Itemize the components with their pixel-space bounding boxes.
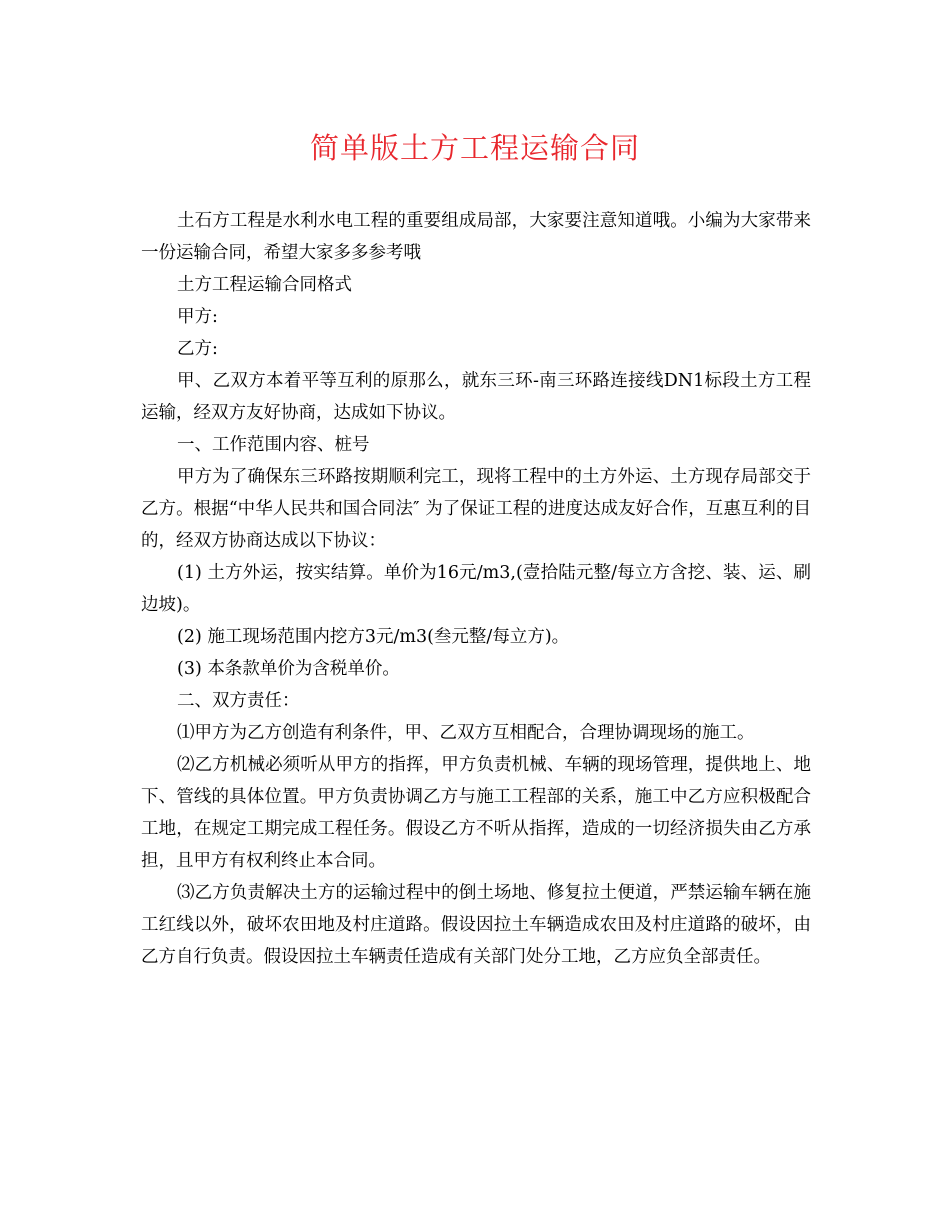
- party-b-line: 乙方:: [177, 339, 218, 359]
- intro-paragraph: 土石方工程是水利水电工程的重要组成局部，大家要注意知道哦。小编为大家带来一份运输合同，希望大家多多参考哦: [141, 211, 811, 263]
- agreement-preamble: 甲、乙双方本着平等互利的原那么，就东三环-南三环路连接线DN1标段土方工程运输，经双方友好协商，达成如下协议。: [141, 371, 811, 423]
- section-1-body: 甲方为了确保东三环路按期顺利完工，现将工程中的土方外运、土方现存局部交于乙方。根据“中华人民共和国合同法″ 为了保证工程的进度达成友好合作，互惠互利的目的，经双方协商达成以下协议：: [141, 467, 811, 551]
- contract-format-heading: 土方工程运输合同格式: [177, 275, 352, 295]
- clause-1-3: (3) 本条款单价为含税单价。: [177, 659, 400, 679]
- clause-2-1: ⑴甲方为乙方创造有利条件，甲、乙双方互相配合，合理协调现场的施工。: [177, 723, 755, 743]
- document-body: [141, 205, 811, 973]
- section-1-heading: 一、工作范围内容、桩号: [177, 435, 370, 455]
- section-2-heading: 二、双方责任：: [177, 691, 300, 711]
- clause-1-2: (2) 施工现场范围内挖方3元/m3(叁元整/每立方)。: [177, 627, 570, 647]
- clause-2-2: ⑵乙方机械必须听从甲方的指挥，甲方负责机械、车辆的现场管理，提供地上、地下、管线的具体位置。甲方负责协调乙方与施工工程部的关系，施工中乙方应积极配合工地，在规定工期完成工程任务。假设乙方不听从指挥，造成的一切经济损失由乙方承担，且甲方有权利终止本合同。: [141, 755, 811, 871]
- party-a-line: 甲方:: [177, 307, 218, 327]
- clause-1-1: (1) 土方外运，按实结算。单价为16元/m3,(壹拾陆元整/每立方含挖、装、运、刷边坡)。: [141, 563, 811, 615]
- clause-2-3: ⑶乙方负责解决土方的运输过程中的倒土场地、修复拉土便道，严禁运输车辆在施工红线以外，破坏农田地及村庄道路。假设因拉土车辆造成农田及村庄道路的破坏，由乙方自行负责。假设因拉土车辆责任造成有关部门处分工地，乙方应负全部责任。: [141, 883, 811, 967]
- document-title: 简单版土方工程运输合同: [309, 131, 640, 165]
